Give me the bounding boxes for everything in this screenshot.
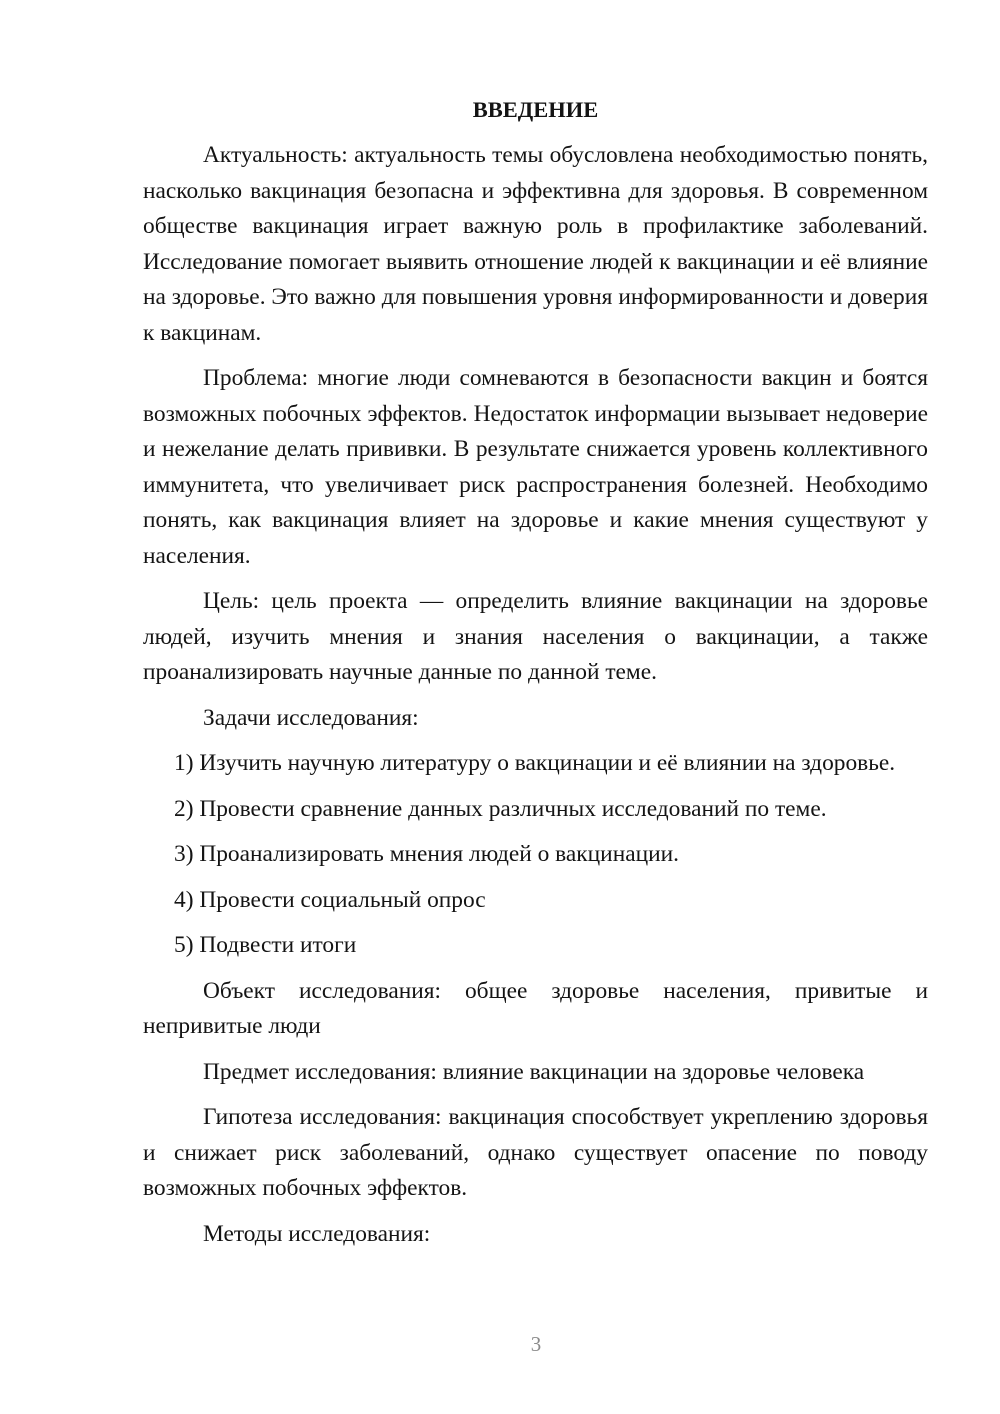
- paragraph-problem: Проблема: многие люди сомневаются в безопасности вакцин и боятся возможных побочных эффектов. Недостаток информации вызывает недоверие и нежелание делать прививки. В результате снижается уровень коллективного иммунитета, что увеличивает риск распространения болезней. Необходимо понять, как вакцинация влияет на здоровье и какие мнения существуют у населения.: [143, 365, 928, 569]
- page-number: 3: [530, 1332, 542, 1356]
- paragraph-subject: Предмет исследования: влияние вакцинации на здоровье человека: [203, 1058, 865, 1085]
- paragraph-relevance: Актуальность: актуальность темы обусловлена необходимостью понять, насколько вакцинация безопасна и эффективна для здоровья. В современном обществе вакцинация играет важную роль в профилактике заболеваний. Исследование помогает выявить отношение людей к вакцинации и её влияние на здоровье. Это важно для повышения уровня информированности и доверия к вакцинам.: [143, 142, 928, 346]
- task-item-5: 5) Подвести итоги: [174, 932, 357, 958]
- page-title: ВВЕДЕНИЕ: [472, 97, 599, 122]
- tasks-heading: Задачи исследования:: [203, 704, 419, 731]
- task-item-1: 1) Изучить научную литературу о вакцинации и её влиянии на здоровье.: [174, 750, 896, 776]
- paragraph-hypothesis: Гипотеза исследования: вакцинация способствует укреплению здоровья и снижает риск заболеваний, однако существует опасение по поводу возможных побочных эффектов.: [143, 1104, 928, 1201]
- task-item-4: 4) Провести социальный опрос: [174, 886, 486, 913]
- task-item-2: 2) Провести сравнение данных различных исследований по теме.: [174, 795, 827, 822]
- page-content: [143, 92, 928, 1262]
- paragraph-goal: Цель: цель проекта — определить влияние вакцинации на здоровье людей, изучить мнения и знания населения о вакцинации, а также проанализировать научные данные по данной теме.: [143, 588, 928, 685]
- paragraph-object: Объект исследования: общее здоровье населения, привитые и непривитые люди: [143, 977, 928, 1039]
- paragraph-methods: Методы исследования:: [203, 1220, 431, 1247]
- task-item-3: 3) Проанализировать мнения людей о вакцинации.: [174, 841, 679, 867]
